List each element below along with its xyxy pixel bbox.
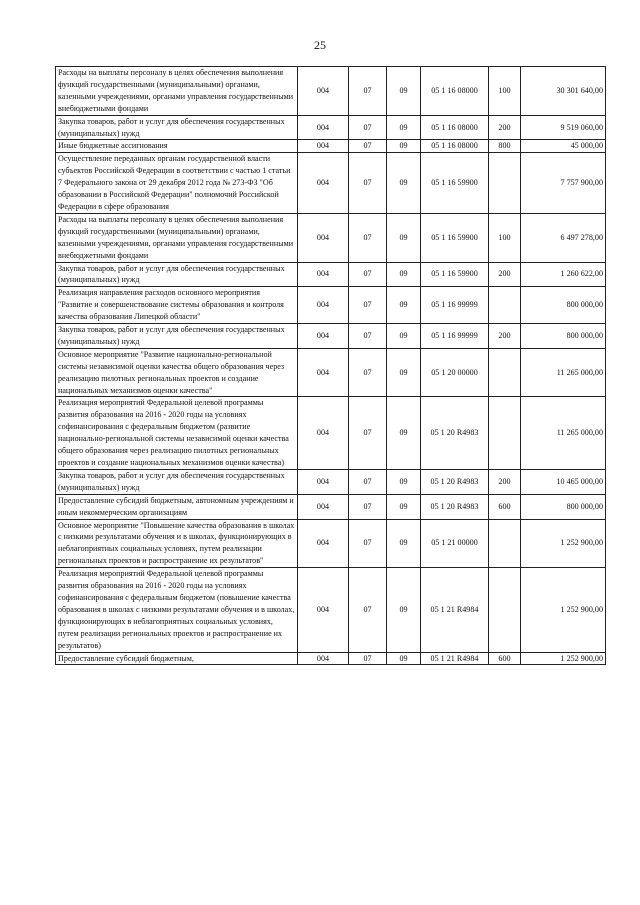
table-row: [56, 568, 606, 652]
target-article-code: 05 1 16 08000: [421, 67, 489, 116]
amount: 45 000,00: [521, 140, 606, 153]
subsection-code: 09: [387, 287, 421, 324]
row-description: Осуществление переданных органам государственной власти субъектов Российской Федерации в соответствии с частью 1 статьи 7 Федерального закона от 29 декабря 2012 года № 273-ФЗ "Об образовании в Российской Федерации" полномочий Российской Федерации в сфере образования: [56, 153, 298, 214]
amount: 30 301 640,00: [521, 67, 606, 116]
row-description: Расходы на выплаты персоналу в целях обеспечения выполнения функций государственными (муниципальными) органами, казенными учреждениями, органами управления государственными внебюджетными фондами: [56, 213, 298, 262]
row-description: Расходы на выплаты персоналу в целях обеспечения выполнения функций государственными (муниципальными) органами, казенными учреждениями, органами управления государственными внебюджетными фондами: [56, 67, 298, 116]
target-article-code: 05 1 16 99999: [421, 287, 489, 324]
table-row: [56, 652, 606, 665]
table-row: [56, 115, 606, 140]
target-article-code: 05 1 20 R4983: [421, 469, 489, 494]
target-article-code: 05 1 16 59900: [421, 262, 489, 287]
target-article-code: 05 1 20 R4983: [421, 397, 489, 469]
amount: 9 519 060,00: [521, 115, 606, 140]
amount: 11 265 000,00: [521, 397, 606, 469]
subsection-code: 09: [387, 568, 421, 652]
expense-type-code: [489, 519, 521, 568]
amount: 1 260 622,00: [521, 262, 606, 287]
target-article-code: 05 1 21 R4984: [421, 568, 489, 652]
amount: 7 757 900,00: [521, 153, 606, 214]
section-code: 07: [349, 153, 387, 214]
admin-code: 004: [298, 469, 349, 494]
expense-type-code: 200: [489, 115, 521, 140]
row-description: Закупка товаров, работ и услуг для обеспечения государственных (муниципальных) нужд: [56, 115, 298, 140]
subsection-code: 09: [387, 494, 421, 519]
section-code: 07: [349, 568, 387, 652]
target-article-code: 05 1 20 00000: [421, 348, 489, 397]
row-description: Реализация направления расходов основного мероприятия "Развитие и совершенствование системы образования и контроля качества образования Липецкой области": [56, 287, 298, 324]
section-code: 07: [349, 469, 387, 494]
admin-code: 004: [298, 115, 349, 140]
table-row: [56, 153, 606, 214]
subsection-code: 09: [387, 652, 421, 665]
subsection-code: 09: [387, 140, 421, 153]
row-description: Иные бюджетные ассигнования: [56, 140, 298, 153]
table-row: [56, 140, 606, 153]
admin-code: 004: [298, 652, 349, 665]
section-code: 07: [349, 140, 387, 153]
budget-table-body: [56, 67, 606, 665]
table-row: [56, 213, 606, 262]
section-code: 07: [349, 67, 387, 116]
amount: 800 000,00: [521, 324, 606, 349]
target-article-code: 05 1 16 08000: [421, 140, 489, 153]
target-article-code: 05 1 16 08000: [421, 115, 489, 140]
subsection-code: 09: [387, 324, 421, 349]
admin-code: 004: [298, 397, 349, 469]
admin-code: 004: [298, 67, 349, 116]
subsection-code: 09: [387, 262, 421, 287]
row-description: Закупка товаров, работ и услуг для обеспечения государственных (муниципальных) нужд: [56, 262, 298, 287]
table-row: [56, 262, 606, 287]
expense-type-code: 100: [489, 67, 521, 116]
row-description: Предоставление субсидий бюджетным, автономным учреждениям и иным некоммерческим организациям: [56, 494, 298, 519]
admin-code: 004: [298, 287, 349, 324]
admin-code: 004: [298, 519, 349, 568]
table-row: [56, 287, 606, 324]
amount: 1 252 900,00: [521, 568, 606, 652]
admin-code: 004: [298, 568, 349, 652]
section-code: 07: [349, 213, 387, 262]
subsection-code: 09: [387, 115, 421, 140]
amount: 1 252 900,00: [521, 652, 606, 665]
expense-type-code: 800: [489, 140, 521, 153]
target-article-code: 05 1 16 99999: [421, 324, 489, 349]
amount: 10 465 000,00: [521, 469, 606, 494]
row-description: Основное мероприятие "Развитие национально-региональной системы независимой оценки качества общего образования через реализацию пилотных региональных проектов и создание национальных механизмов оценки качества": [56, 348, 298, 397]
expense-type-code: [489, 287, 521, 324]
section-code: 07: [349, 519, 387, 568]
section-code: 07: [349, 262, 387, 287]
target-article-code: 05 1 20 R4983: [421, 494, 489, 519]
admin-code: 004: [298, 140, 349, 153]
table-row: [56, 494, 606, 519]
section-code: 07: [349, 324, 387, 349]
amount: 800 000,00: [521, 287, 606, 324]
expense-type-code: 100: [489, 213, 521, 262]
subsection-code: 09: [387, 397, 421, 469]
table-row: [56, 324, 606, 349]
admin-code: 004: [298, 153, 349, 214]
amount: 11 265 000,00: [521, 348, 606, 397]
row-description: Закупка товаров, работ и услуг для обеспечения государственных (муниципальных) нужд: [56, 469, 298, 494]
budget-table: [55, 66, 606, 665]
section-code: 07: [349, 115, 387, 140]
amount: 1 252 900,00: [521, 519, 606, 568]
section-code: 07: [349, 348, 387, 397]
subsection-code: 09: [387, 469, 421, 494]
table-row: [56, 519, 606, 568]
row-description: Реализация мероприятий Федеральной целевой программы развития образования на 2016 - 2020 годы на условиях софинансирования с федеральным бюджетом (повышение качества образования в школах с низкими результатами обучения и в школах, функционирующих в неблагоприятных социальных условиях, путем реализации региональных проектов и распространение их результатов): [56, 568, 298, 652]
admin-code: 004: [298, 262, 349, 287]
subsection-code: 09: [387, 519, 421, 568]
section-code: 07: [349, 652, 387, 665]
amount: 800 000,00: [521, 494, 606, 519]
admin-code: 004: [298, 324, 349, 349]
amount: 6 497 278,00: [521, 213, 606, 262]
table-row: [56, 397, 606, 469]
section-code: 07: [349, 397, 387, 469]
admin-code: 004: [298, 494, 349, 519]
row-description: Реализация мероприятий Федеральной целевой программы развития образования на 2016 - 2020 годы на условиях софинансирования с федеральным бюджетом (развитие национально-региональной системы независимой оценки качества общего образования через реализацию пилотных региональных проектов и создание национальных механизмов оценки качества): [56, 397, 298, 469]
page-number: 25: [314, 38, 326, 52]
admin-code: 004: [298, 348, 349, 397]
section-code: 07: [349, 287, 387, 324]
expense-type-code: [489, 348, 521, 397]
section-code: 07: [349, 494, 387, 519]
row-description: Закупка товаров, работ и услуг для обеспечения государственных (муниципальных) нужд: [56, 324, 298, 349]
expense-type-code: 200: [489, 324, 521, 349]
target-article-code: 05 1 16 59900: [421, 153, 489, 214]
row-description: Предоставление субсидий бюджетным,: [56, 652, 298, 665]
target-article-code: 05 1 21 00000: [421, 519, 489, 568]
expense-type-code: 200: [489, 262, 521, 287]
subsection-code: 09: [387, 153, 421, 214]
subsection-code: 09: [387, 348, 421, 397]
expense-type-code: 600: [489, 494, 521, 519]
expense-type-code: [489, 153, 521, 214]
target-article-code: 05 1 21 R4984: [421, 652, 489, 665]
expense-type-code: 600: [489, 652, 521, 665]
admin-code: 004: [298, 213, 349, 262]
expense-type-code: 200: [489, 469, 521, 494]
subsection-code: 09: [387, 67, 421, 116]
table-row: [56, 348, 606, 397]
table-row: [56, 67, 606, 116]
target-article-code: 05 1 16 59900: [421, 213, 489, 262]
expense-type-code: [489, 397, 521, 469]
row-description: Основное мероприятие "Повышение качества образования в школах с низкими результатами обучения и в школах, функционирующих в неблагоприятных социальных условиях, путем реализации региональных проектов и распространение их результатов": [56, 519, 298, 568]
table-row: [56, 469, 606, 494]
subsection-code: 09: [387, 213, 421, 262]
expense-type-code: [489, 568, 521, 652]
